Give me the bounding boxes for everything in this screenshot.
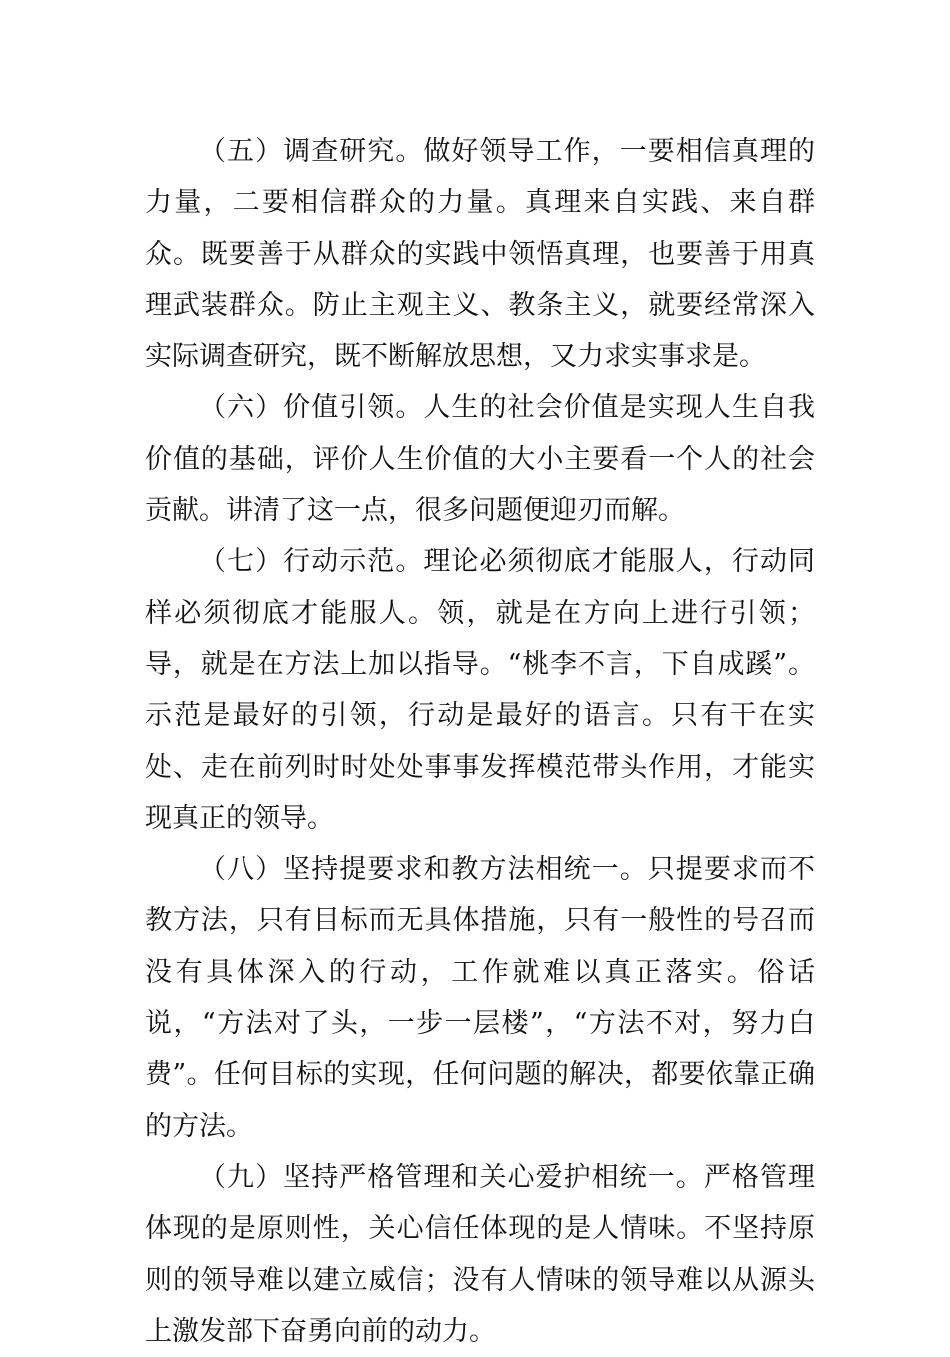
- document-body: [145, 126, 815, 1357]
- paragraph-5-investigation: （五）调查研究。做好领导工作，一要相信真理的力量，二要相信群众的力量。真理来自实践、来自群众。既要善于从群众的实践中领悟真理，也要善于用真理武装群众。防止主观主义、教条主义，就要经常深入实际调查研究，既不断解放思想，又力求实事求是。: [145, 136, 815, 373]
- paragraph-8-requirements-and-methods: （八）坚持提要求和教方法相统一。只提要求而不教方法，只有目标而无具体措施，只有一般性的号召而没有具体深入的行动，工作就难以真正落实。俗话说，“方法对了头，一步一层楼”，“方法不对，努力白费”。任何目标的实现，任何问题的解决，都要依靠正确的方法。: [145, 854, 815, 1142]
- paragraph-9-management-and-care: （九）坚持严格管理和关心爱护相统一。严格管理体现的是原则性，关心信任体现的是人情味。不坚持原则的领导难以建立威信；没有人情味的领导难以从源头上激发部下奋勇向前的动力。: [145, 1161, 815, 1347]
- paragraph-7-action-demonstration: （七）行动示范。理论必须彻底才能服人，行动同样必须彻底才能服人。领，就是在方向上进行引领；导，就是在方法上加以指导。“桃李不言，下自成蹊”。示范是最好的引领，行动是最好的语言。只有干在实处、走在前列时时处处事事发挥模范带头作用，才能实现真正的领导。: [145, 546, 815, 834]
- paragraph-6-value-guidance: （六）价值引领。人生的社会价值是实现人生自我价值的基础，评价人生价值的大小主要看一个人的社会贡献。讲清了这一点，很多问题便迎刃而解。: [145, 392, 815, 527]
